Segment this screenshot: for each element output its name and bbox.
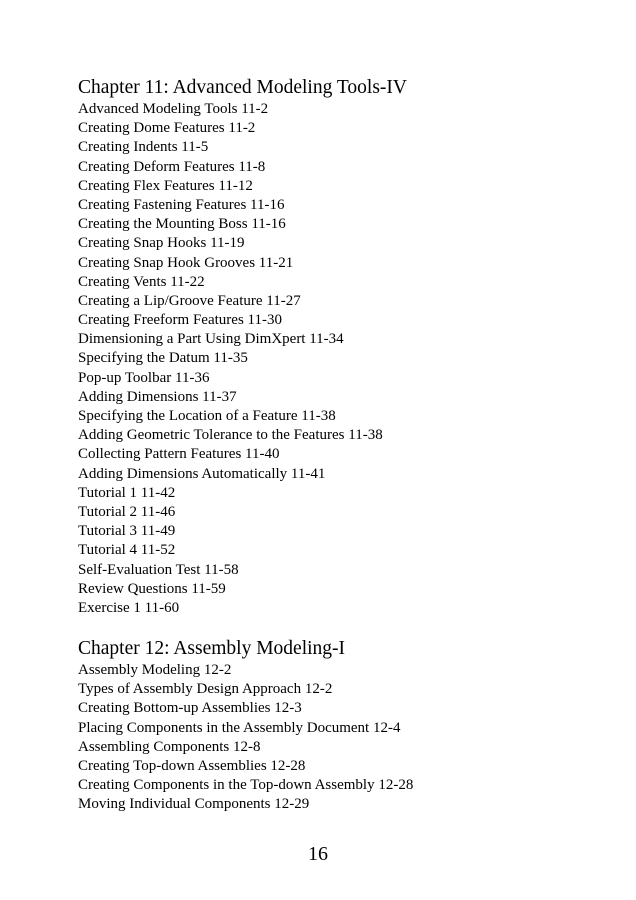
toc-entry: Adding Dimensions 11-37 — [78, 388, 237, 405]
toc-entry: Creating Snap Hook Grooves 11-21 — [78, 254, 294, 271]
toc-entry: Pop-up Toolbar 11-36 — [78, 369, 210, 386]
page-number: 16 — [308, 843, 328, 865]
toc-entry: Assembly Modeling 12-2 — [78, 662, 232, 678]
toc-entry: Creating Bottom-up Assemblies 12-3 — [78, 700, 302, 717]
toc-entry: Creating Vents 11-22 — [78, 273, 205, 290]
toc-entry: Exercise 1 11-60 — [78, 599, 180, 616]
toc-entry: Placing Components in the Assembly Document 12-4 — [78, 719, 401, 736]
chapter-11-section — [78, 77, 598, 618]
chapter-11-title: Chapter 11: Advanced Modeling Tools-IV — [78, 77, 407, 98]
toc-entry: Tutorial 2 11-46 — [78, 503, 176, 520]
toc-entry: Adding Geometric Tolerance to the Features 11-38 — [78, 427, 383, 444]
toc-entry: Assembling Components 12-8 — [78, 738, 261, 755]
toc-entry: Moving Individual Components 12-29 — [78, 796, 310, 813]
toc-entry: Creating Components in the Top-down Assembly 12-28 — [78, 777, 414, 794]
toc-entry: Creating Freeform Features 11-30 — [78, 312, 282, 329]
toc-entry: Specifying the Location of a Feature 11-38 — [78, 408, 336, 424]
toc-entry: Advanced Modeling Tools 11-2 — [78, 101, 269, 117]
toc-entry: Creating Indents 11-5 — [78, 139, 209, 156]
toc-entry: Specifying the Datum 11-35 — [78, 350, 248, 367]
toc-entry: Tutorial 4 11-52 — [78, 542, 176, 559]
toc-entry: Creating Fastening Features 11-16 — [78, 196, 285, 213]
toc-entry: Types of Assembly Design Approach 12-2 — [78, 681, 333, 698]
toc-entry: Creating a Lip/Groove Feature 11-27 — [78, 292, 301, 309]
toc-entry: Creating Dome Features 11-2 — [78, 120, 256, 137]
toc-entry: Creating Flex Features 11-12 — [78, 177, 253, 194]
toc-entry: Self-Evaluation Test 11-58 — [78, 561, 239, 578]
chapter-11-entries — [78, 100, 598, 618]
toc-entry: Creating the Mounting Boss 11-16 — [78, 216, 286, 233]
chapter-12-title: Chapter 12: Assembly Modeling-I — [78, 638, 346, 659]
toc-entry: Creating Top-down Assemblies 12-28 — [78, 757, 306, 774]
toc-entry: Adding Dimensions Automatically 11-41 — [78, 465, 326, 482]
toc-entry: Tutorial 1 11-42 — [78, 484, 176, 501]
toc-entry: Tutorial 3 11-49 — [78, 523, 176, 540]
toc-entry: Review Questions 11-59 — [78, 580, 226, 597]
chapter-12-entries — [78, 661, 598, 815]
toc-entry: Creating Snap Hooks 11-19 — [78, 235, 245, 252]
toc-entry: Dimensioning a Part Using DimXpert 11-34 — [78, 331, 344, 348]
toc-entry: Creating Deform Features 11-8 — [78, 158, 266, 175]
chapter-12-section — [78, 638, 598, 815]
toc-entry: Collecting Pattern Features 11-40 — [78, 446, 280, 463]
